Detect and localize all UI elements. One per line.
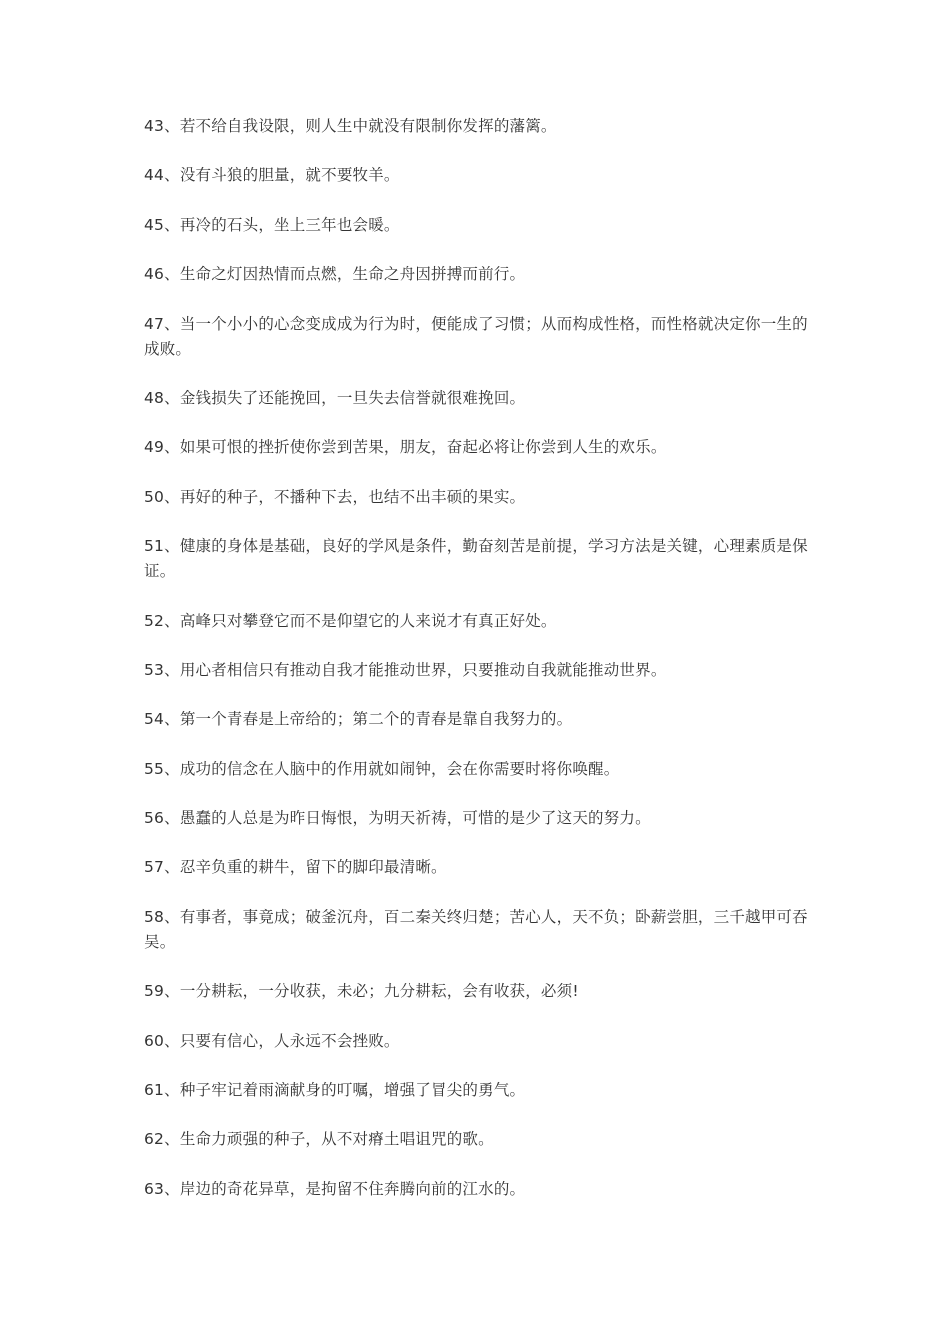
quote-item: 56、愚蠢的人总是为昨日悔恨，为明天祈祷，可惜的是少了这天的努力。	[144, 809, 651, 828]
quote-item: 52、高峰只对攀登它而不是仰望它的人来说才有真正好处。	[144, 611, 557, 630]
quote-item: 48、金钱损失了还能挽回，一旦失去信誉就很难挽回。	[144, 388, 526, 407]
quote-item: 50、再好的种子，不播种下去，也结不出丰硕的果实。	[144, 487, 526, 506]
quote-item: 45、再冷的石头，坐上三年也会暖。	[144, 215, 400, 234]
quote-item: 62、生命力顽强的种子，从不对瘠土唱诅咒的歌。	[144, 1130, 494, 1149]
quote-item: 58、有事者，事竟成；破釜沉舟，百二秦关终归楚；苦心人，天不负；卧薪尝胆，三千越甲可吞吴。	[144, 907, 808, 951]
quote-item: 46、生命之灯因热情而点燃，生命之舟因拼搏而前行。	[144, 265, 526, 284]
quote-item: 60、只要有信心，人永远不会挫败。	[144, 1031, 400, 1050]
quote-item: 63、岸边的奇花异草，是拘留不住奔腾向前的江水的。	[144, 1179, 526, 1198]
quote-item: 57、忍辛负重的耕牛，留下的脚印最清晰。	[144, 858, 447, 877]
quote-item: 47、当一个小小的心念变成成为行为时，便能成了习惯；从而构成性格，而性格就决定你一生的成败。	[144, 314, 808, 358]
quote-list	[144, 114, 808, 1226]
quote-item: 54、第一个青春是上帝给的；第二个的青春是靠自我努力的。	[144, 710, 573, 729]
quote-item: 59、一分耕耘，一分收获，未必；九分耕耘，会有收获，必须!	[144, 982, 579, 1001]
quote-item: 55、成功的信念在人脑中的作用就如闹钟，会在你需要时将你唤醒。	[144, 759, 620, 778]
quote-item: 61、种子牢记着雨滴献身的叮嘱，增强了冒尖的勇气。	[144, 1081, 526, 1100]
quote-item: 53、用心者相信只有推动自我才能推动世界，只要推动自我就能推动世界。	[144, 660, 667, 679]
quote-item: 51、健康的身体是基础，良好的学风是条件，勤奋刻苦是前提，学习方法是关键，心理素质是保证。	[144, 537, 808, 581]
quote-item: 43、若不给自我设限，则人生中就没有限制你发挥的藩篱。	[144, 117, 557, 135]
quote-item: 49、如果可恨的挫折使你尝到苦果，朋友，奋起必将让你尝到人生的欢乐。	[144, 438, 667, 457]
quote-item: 44、没有斗狼的胆量，就不要牧羊。	[144, 166, 400, 185]
